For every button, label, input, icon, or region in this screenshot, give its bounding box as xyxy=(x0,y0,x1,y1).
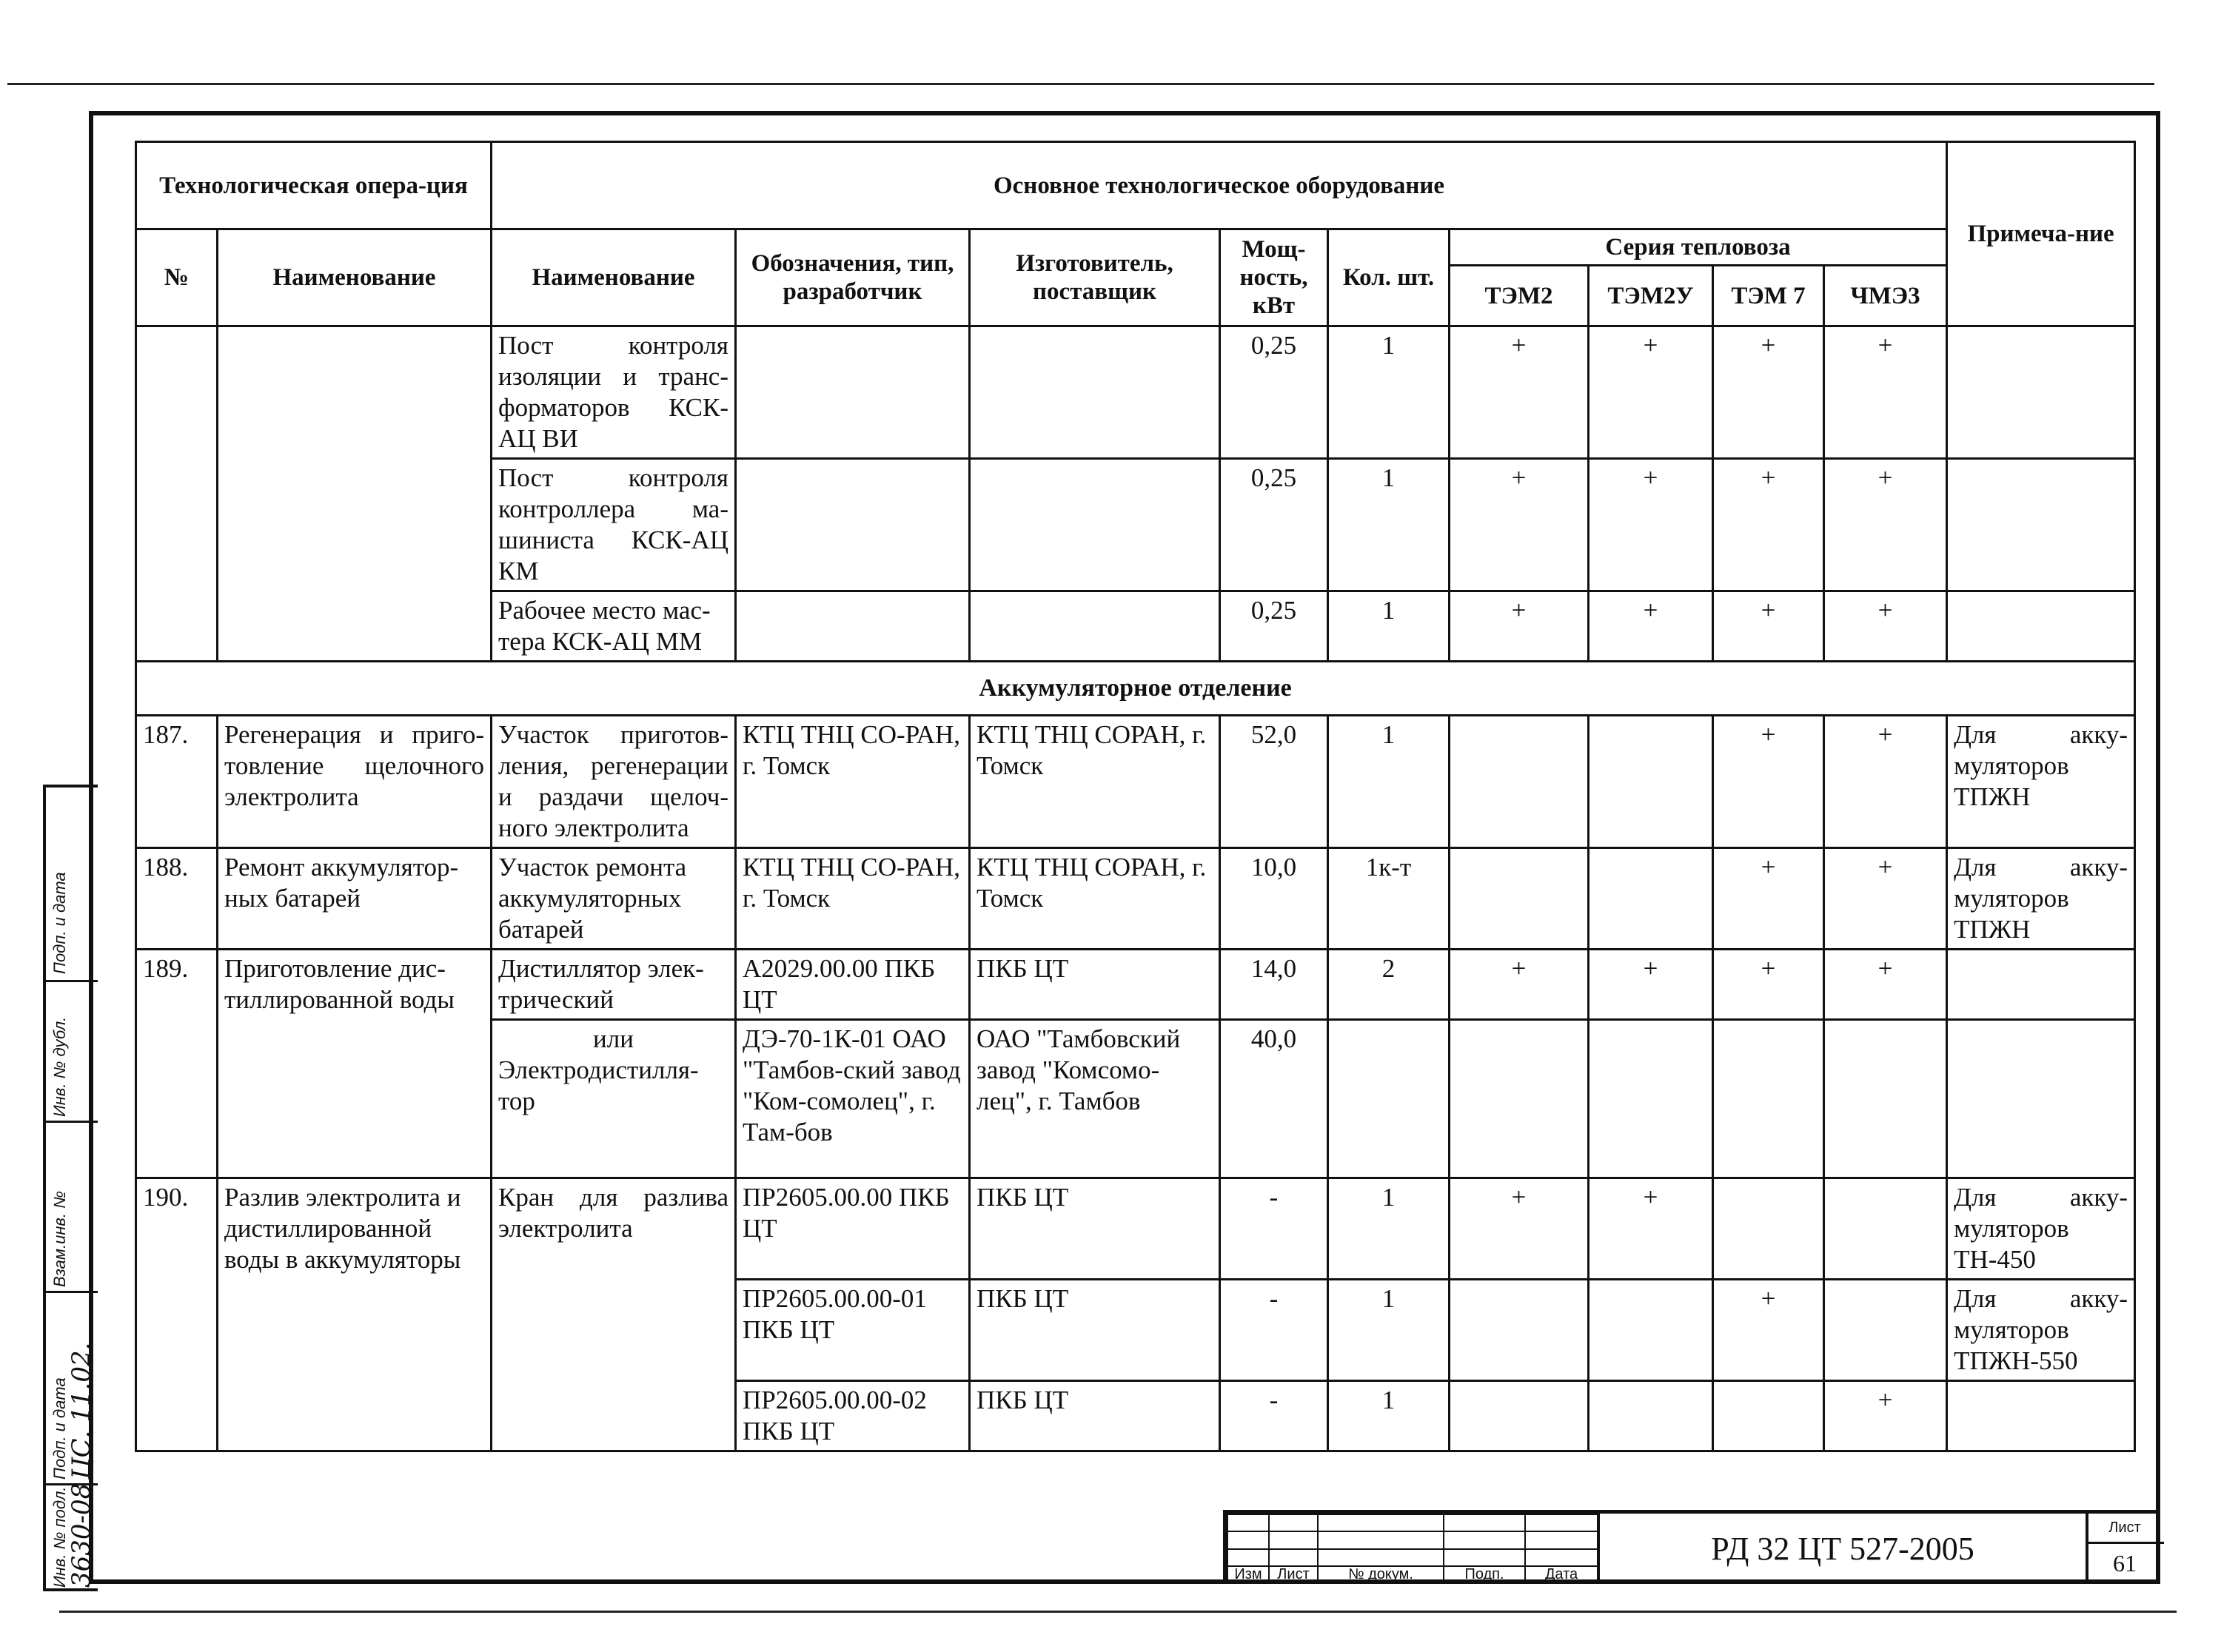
binding-strip xyxy=(43,785,98,1591)
power-value: 0,25 xyxy=(1220,326,1328,459)
series-mark: + xyxy=(1589,459,1713,591)
binding-cell xyxy=(46,980,98,1123)
revision-grid xyxy=(1227,1514,1598,1584)
equipment-name: Участок приготов-ления, регенерации и раздачи щелоч-ного электролита xyxy=(492,716,736,848)
equipment-name: Рабочее место мас-тера КСК-АЦ ММ xyxy=(492,591,736,662)
or-label: или xyxy=(593,1024,634,1053)
header-designation: Обозначения, тип, разработчик xyxy=(736,229,970,326)
qty-value: 1 xyxy=(1328,1381,1450,1451)
handwritten-number: 3630-08 xyxy=(67,1483,96,1588)
power-value: 0,25 xyxy=(1220,591,1328,662)
table-row xyxy=(136,848,2135,950)
series-mark: + xyxy=(1713,459,1824,591)
binding-label: Инв. № подл. xyxy=(50,1486,69,1588)
series-mark: + xyxy=(1450,1178,1589,1280)
table-row xyxy=(136,1178,2135,1280)
power-value: 40,0 xyxy=(1220,1020,1328,1178)
equipment-name: Дистиллятор элек-трический xyxy=(492,950,736,1020)
manufacturer: ПКБ ЦТ xyxy=(970,950,1220,1020)
designation: ДЭ-70-1К-01 ОАО "Тамбов-ский завод "Ком-сомолец", г. Там-бов xyxy=(736,1020,970,1178)
series-mark: + xyxy=(1824,1381,1947,1451)
manufacturer: КТЦ ТНЦ СОРАН, г. Томск xyxy=(970,848,1220,950)
power-value: 10,0 xyxy=(1220,848,1328,950)
header-op-name: Наименование xyxy=(218,229,492,326)
header-note: Примеча-ние xyxy=(1947,142,2135,326)
series-mark: + xyxy=(1713,848,1824,950)
note: Для акку-муляторов ТН-450 xyxy=(1947,1178,2135,1280)
header-series-tem2u: ТЭМ2У xyxy=(1589,266,1713,326)
qty-value: 1 xyxy=(1328,591,1450,662)
power-value: - xyxy=(1220,1381,1328,1451)
table-row xyxy=(136,950,2135,1020)
designation: ПР2605.00.00-02 ПКБ ЦТ xyxy=(736,1381,970,1451)
equipment-name: Кран для разлива электролита xyxy=(492,1178,736,1451)
series-mark: + xyxy=(1824,459,1947,591)
binding-cell xyxy=(46,1291,98,1485)
sheet-box xyxy=(2086,1514,2164,1584)
qty-value: 1к-т xyxy=(1328,848,1450,950)
header-main-equipment: Основное технологическое оборудование xyxy=(492,142,1947,229)
header-num: № xyxy=(136,229,218,326)
row-number: 189. xyxy=(136,950,218,1178)
stamp-izm: Изм xyxy=(1227,1566,1269,1583)
qty-value: 1 xyxy=(1328,1280,1450,1381)
handwritten-signature: ЦС. 11.02. xyxy=(67,1342,96,1480)
qty-value: 1 xyxy=(1328,716,1450,848)
equipment-name xyxy=(492,1020,736,1178)
binding-cell xyxy=(46,1121,98,1293)
manufacturer: ПКБ ЦТ xyxy=(970,1280,1220,1381)
header-power: Мощ-ность, кВт xyxy=(1220,229,1328,326)
power-value: 0,25 xyxy=(1220,459,1328,591)
series-mark: + xyxy=(1450,459,1589,591)
row-number: 188. xyxy=(136,848,218,950)
row-number: 187. xyxy=(136,716,218,848)
row-number: 190. xyxy=(136,1178,218,1451)
operation-name: Приготовление дис-тиллированной воды xyxy=(218,950,492,1178)
series-mark: + xyxy=(1589,326,1713,459)
series-mark: + xyxy=(1450,326,1589,459)
series-mark: + xyxy=(1824,950,1947,1020)
binding-cell xyxy=(46,788,98,980)
header-series: Серия тепловоза xyxy=(1450,229,1947,266)
binding-label: Инв. № дубл. xyxy=(50,1016,69,1117)
equipment-name: Пост контроля изоляции и транс-форматоров КСК-АЦ ВИ xyxy=(492,326,736,459)
header-qty: Кол. шт. xyxy=(1328,229,1450,326)
header-series-tem7: ТЭМ 7 xyxy=(1713,266,1824,326)
bottom-rule xyxy=(59,1611,2177,1613)
designation: КТЦ ТНЦ СО-РАН, г. Томск xyxy=(736,716,970,848)
binding-cell xyxy=(46,1483,98,1594)
manufacturer: ПКБ ЦТ xyxy=(970,1381,1220,1451)
note: Для акку-муляторов ТПЖН xyxy=(1947,716,2135,848)
series-mark: + xyxy=(1713,716,1824,848)
series-mark: + xyxy=(1589,950,1713,1020)
sheet-label: Лист xyxy=(2086,1514,2164,1544)
designation: ПР2605.00.00-01 ПКБ ЦТ xyxy=(736,1280,970,1381)
binding-label: Подп. и дата xyxy=(50,872,69,974)
series-mark: + xyxy=(1824,591,1947,662)
equipment-name-alt: Электродистилля-тор xyxy=(498,1055,699,1115)
series-mark: + xyxy=(1450,950,1589,1020)
manufacturer: ОАО "Тамбовский завод "Комсомо-лец", г. Тамбов xyxy=(970,1020,1220,1178)
note: Для акку-муляторов ТПЖН xyxy=(1947,848,2135,950)
document-code: РД 32 ЦТ 527-2005 xyxy=(1597,1514,2088,1584)
series-mark: + xyxy=(1824,848,1947,950)
operation-name: Разлив электролита и дистиллированной воды в аккумуляторы xyxy=(218,1178,492,1451)
stamp-list: Лист xyxy=(1269,1566,1318,1583)
stamp-date: Дата xyxy=(1525,1566,1598,1583)
top-rule xyxy=(7,83,2154,85)
power-value: 14,0 xyxy=(1220,950,1328,1020)
note: Для акку-муляторов ТПЖН-550 xyxy=(1947,1280,2135,1381)
series-mark: + xyxy=(1824,326,1947,459)
stamp-doc: № докум. xyxy=(1318,1566,1444,1583)
series-mark: + xyxy=(1589,591,1713,662)
series-mark: + xyxy=(1713,1280,1824,1381)
header-series-tem2: ТЭМ2 xyxy=(1450,266,1589,326)
qty-value: 1 xyxy=(1328,1178,1450,1280)
series-mark: + xyxy=(1713,326,1824,459)
power-value: 52,0 xyxy=(1220,716,1328,848)
header-eq-name: Наименование xyxy=(492,229,736,326)
manufacturer: ПКБ ЦТ xyxy=(970,1178,1220,1280)
designation: А2029.00.00 ПКБ ЦТ xyxy=(736,950,970,1020)
sheet-number: 61 xyxy=(2113,1550,2137,1577)
power-value: - xyxy=(1220,1178,1328,1280)
operation-name: Регенерация и приго-товление щелочного электролита xyxy=(218,716,492,848)
qty-value: 1 xyxy=(1328,459,1450,591)
qty-value: 2 xyxy=(1328,950,1450,1020)
table-row xyxy=(136,716,2135,848)
equipment-name: Участок ремонта аккумуляторных батарей xyxy=(492,848,736,950)
manufacturer: КТЦ ТНЦ СОРАН, г. Томск xyxy=(970,716,1220,848)
series-mark: + xyxy=(1713,950,1824,1020)
series-mark: + xyxy=(1713,591,1824,662)
qty-value: 1 xyxy=(1328,326,1450,459)
designation: ПР2605.00.00 ПКБ ЦТ xyxy=(736,1178,970,1280)
binding-label: Подп. и дата xyxy=(50,1377,69,1480)
header-series-chme3: ЧМЭ3 xyxy=(1824,266,1947,326)
power-value: - xyxy=(1220,1280,1328,1381)
header-manufacturer: Изготовитель, поставщик xyxy=(970,229,1220,326)
equipment-name: Пост контроля контроллера ма-шиниста КСК-АЦ КМ xyxy=(492,459,736,591)
stamp-podp: Подп. xyxy=(1444,1566,1525,1583)
series-mark: + xyxy=(1824,716,1947,848)
section-title: Аккумуляторное отделение xyxy=(136,662,2135,716)
table-row xyxy=(136,326,2135,459)
series-mark: + xyxy=(1450,591,1589,662)
designation: КТЦ ТНЦ СО-РАН, г. Томск xyxy=(736,848,970,950)
header-tech-operation: Технологическая опера-ция xyxy=(136,142,492,229)
title-block xyxy=(1223,1510,2160,1584)
binding-label: Взам.инв. № xyxy=(50,1191,69,1287)
series-mark: + xyxy=(1589,1178,1713,1280)
equipment-table xyxy=(135,141,2136,1452)
operation-name: Ремонт аккумулятор-ных батарей xyxy=(218,848,492,950)
